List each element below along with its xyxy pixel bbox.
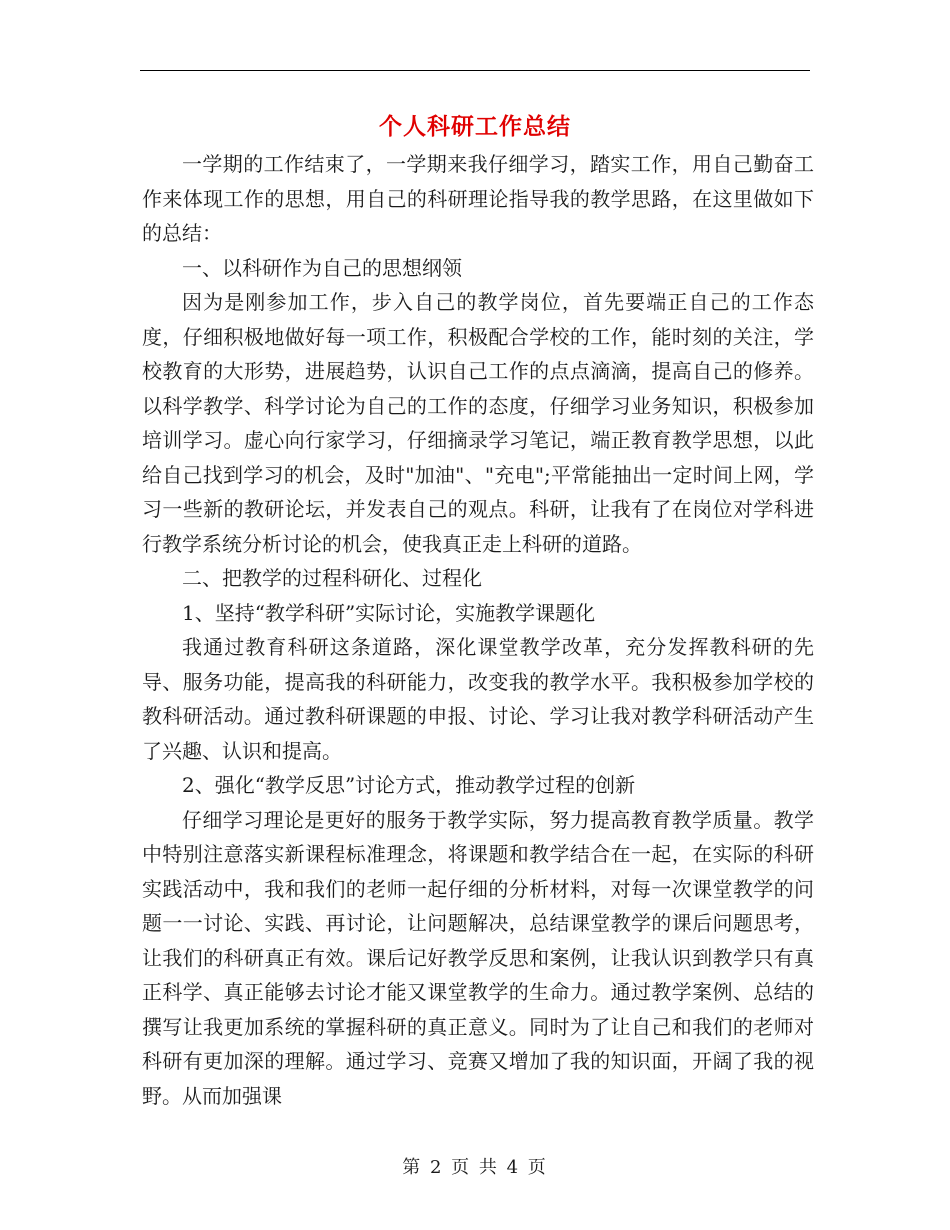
document-title: 个人科研工作总结 bbox=[379, 113, 571, 140]
subsection-heading-1: 1、坚持“教学科研”实际讨论，实施教学课题化 bbox=[182, 600, 596, 625]
subsection-heading-2: 2、强化“教学反思”讨论方式，推动教学过程的创新 bbox=[182, 773, 636, 797]
intro-paragraph: 一学期的工作结束了，一学期来我仔细学习，踏实工作，用自己勤奋工作来体现工作的思想，用自己的科研理论指导我的教学思路，在这里做如下的总结： bbox=[142, 152, 814, 245]
section-heading-2: 二、把教学的过程科研化、过程化 bbox=[182, 566, 482, 590]
document-body bbox=[142, 147, 814, 1113]
section-heading-1: 一、以科研作为自己的思想纲领 bbox=[182, 255, 462, 280]
page-number-footer: 第 2 页 共 4 页 bbox=[402, 1157, 548, 1178]
header-rule bbox=[140, 70, 810, 71]
body-paragraph: 因为是刚参加工作，步入自己的教学岗位，首先要端正自己的工作态度，仔细积极地做好每一项工作，积极配合学校的工作，能时刻的关注，学校教育的大形势，进展趋势，认识自己工作的点点滴滴，提高自己的修养。以科学教学、科学讨论为自己的工作的态度，仔细学习业务知识，积极参加培训学习。虚心向行家学习，仔细摘录学习笔记，端正教育教学思想，以此给自己找到学习的机会，及时"加油"、"充电";平常能抽出一定时间上网，学习一些新的教研论坛，并发表自己的观点。科研，让我有了在岗位对学科进行教学系统分析讨论的机会，使我真正走上科研的道路。 bbox=[142, 290, 814, 556]
body-paragraph: 仔细学习理论是更好的服务于教学实际，努力提高教育教学质量。教学中特别注意落实新课程标准理念，将课题和教学结合在一起，在实际的科研实践活动中，我和我们的老师一起仔细的分析材料，对每一次课堂教学的问题一一讨论、实践、再讨论，让问题解决，总结课堂教学的课后问题思考，让我们的科研真正有效。课后记好教学反思和案例，让我认识到教学只有真正科学、真正能够去讨论才能又课堂教学的生命力。通过教学案例、总结的撰写让我更加系统的掌握科研的真正意义。同时为了让自己和我们的老师对科研有更加深的理解。通过学习、竞赛又增加了我的知识面，开阔了我的视野。从而加强课 bbox=[142, 807, 814, 1108]
body-paragraph: 我通过教育科研这条道路，深化课堂教学改革，充分发挥教科研的先导、服务功能，提高我的科研能力，改变我的教学水平。我积极参加学校的教科研活动。通过教科研课题的申报、讨论、学习让我对教学科研活动产生了兴趣、认识和提高。 bbox=[142, 635, 814, 763]
